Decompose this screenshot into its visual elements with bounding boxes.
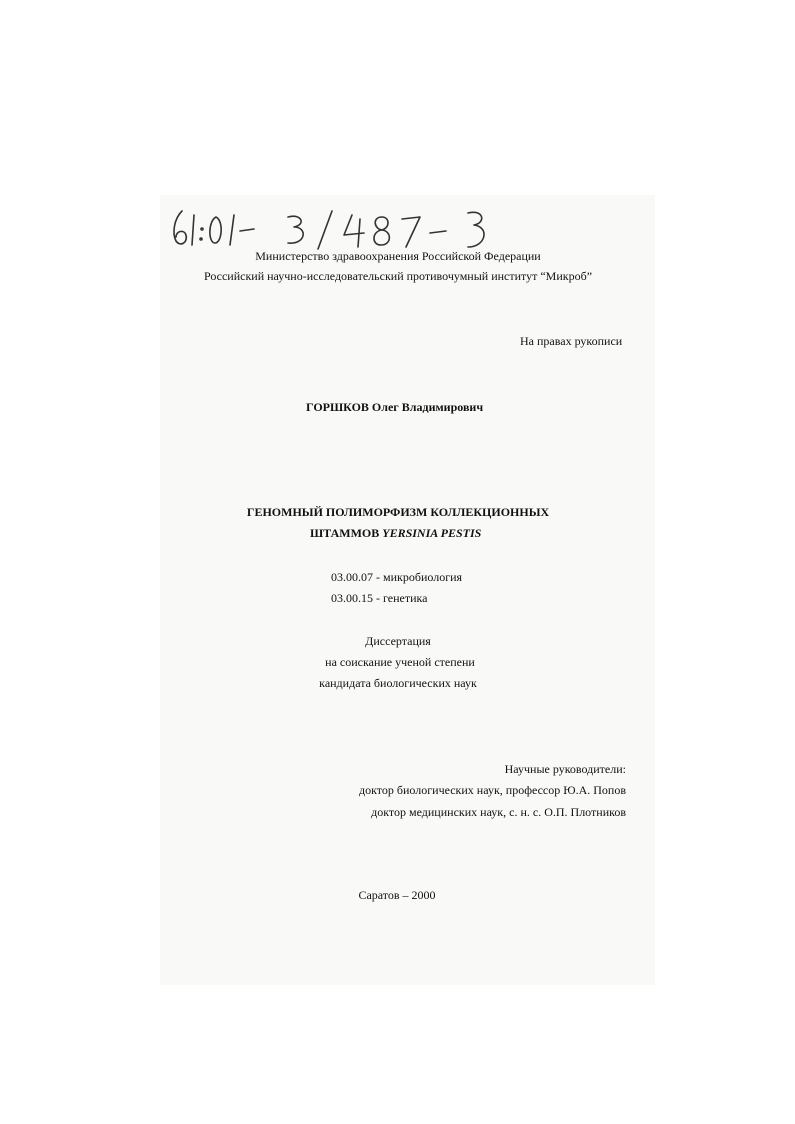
degree-application-label: на соискание ученой степени — [325, 655, 475, 669]
institute-name: Российский научно-исследовательский противочумный институт “Микроб” — [203, 269, 593, 283]
scanned-page-area — [160, 195, 655, 985]
thesis-title-line-1: ГЕНОМНЫЙ ПОЛИМОРФИЗМ КОЛЛЕКЦИОННЫХ — [246, 505, 550, 519]
thesis-title-line-2 — [310, 526, 481, 540]
manuscript-rights-label: На правах рукописи — [520, 334, 623, 348]
ministry-name: Министерство здравоохранения Российской Федерации — [255, 249, 541, 263]
degree-name: кандидата биологических наук — [319, 676, 477, 690]
thesis-title-prefix: ШТАММОВ — [310, 526, 383, 540]
author-name: ГОРШКОВ Олег Владимирович — [306, 400, 484, 414]
handwritten-code-text: 61:01-3/487-3 — [168, 203, 174, 204]
thesis-title-species: YERSINIA PESTIS — [382, 526, 482, 540]
handwritten-archive-code — [168, 203, 508, 253]
supervisor-2: доктор медицинских наук, с. н. с. О.П. Плотников — [371, 805, 626, 819]
supervisor-1: доктор биологических наук, профессор Ю.А. Попов — [359, 783, 626, 797]
supervisors-heading: Научные руководители: — [504, 762, 626, 776]
specialty-code-1: 03.00.07 - микробиология — [331, 570, 463, 584]
dissertation-label: Диссертация — [365, 634, 431, 648]
place-and-year: Саратов – 2000 — [358, 888, 436, 902]
specialty-code-2: 03.00.15 - генетика — [331, 591, 428, 605]
